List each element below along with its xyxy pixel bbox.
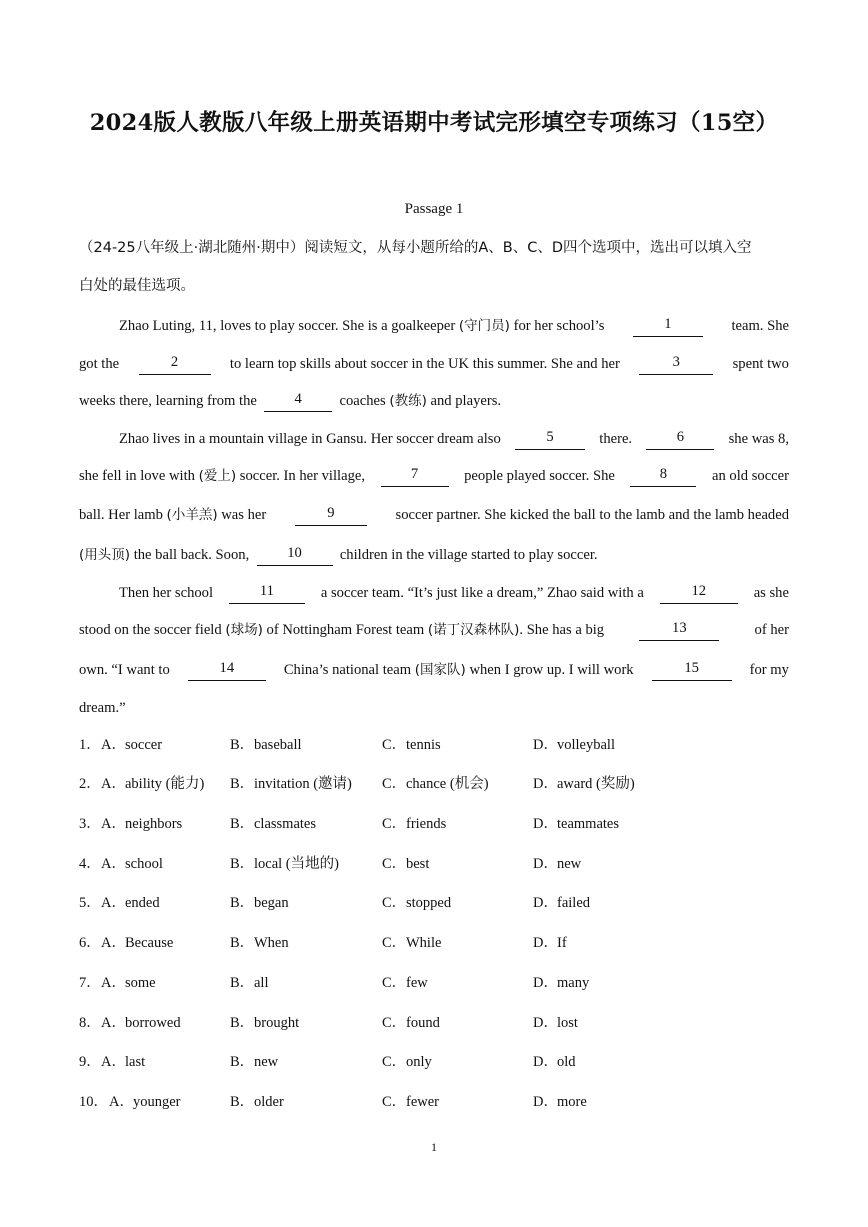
option-letter: B． — [230, 975, 255, 991]
option-text: soccer — [125, 737, 163, 753]
option-letter: D． — [533, 1054, 558, 1070]
blank-15[interactable]: 15 — [652, 659, 732, 681]
option-letter: C． — [382, 1015, 407, 1031]
question-number: 3． — [79, 816, 101, 832]
option-d[interactable] — [533, 734, 615, 756]
option-text: last — [125, 1054, 146, 1070]
option-text: classmates — [254, 816, 317, 832]
option-text: few — [406, 975, 428, 991]
instructions — [79, 229, 791, 305]
option-c[interactable] — [382, 972, 428, 994]
option-text: tennis — [406, 737, 441, 753]
option-letter: D． — [533, 1015, 558, 1031]
option-text: all — [254, 975, 269, 991]
option-a[interactable] — [101, 813, 182, 835]
option-text: chance (机会) — [406, 776, 489, 792]
option-c[interactable] — [382, 773, 489, 795]
option-text: old — [557, 1054, 576, 1070]
option-letter: B． — [230, 816, 255, 832]
option-c[interactable] — [382, 853, 429, 875]
option-d[interactable] — [533, 853, 581, 875]
question-row — [79, 932, 779, 954]
option-b[interactable] — [230, 1051, 278, 1073]
option-a[interactable] — [101, 1012, 181, 1034]
option-a[interactable] — [101, 853, 163, 875]
instructions-line-2: 白处的最佳选项。 — [79, 278, 195, 294]
option-text: If — [557, 935, 567, 951]
option-letter: A． — [109, 1094, 134, 1110]
option-text: friends — [406, 816, 447, 832]
option-d[interactable] — [533, 972, 589, 994]
passage-line: Then her school 11 a soccer team. “It’s just like a dream,” Zhao said with a 12 as she — [119, 582, 789, 604]
option-letter: C． — [382, 816, 407, 832]
option-a[interactable] — [101, 892, 160, 914]
option-letter: B． — [230, 1094, 255, 1110]
option-letter: C． — [382, 935, 407, 951]
blank-8[interactable]: 8 — [630, 465, 696, 487]
option-text: some — [125, 975, 156, 991]
question-number: 10． — [79, 1094, 108, 1110]
question-row — [79, 1012, 779, 1034]
question-number: 5． — [79, 895, 101, 911]
option-letter: B． — [230, 1015, 255, 1031]
blank-2[interactable]: 2 — [139, 353, 211, 375]
option-d[interactable] — [533, 773, 635, 795]
option-text: ended — [125, 895, 160, 911]
page-title: 2024版人教版八年级上册英语期中考试完形填空专项练习（15空） — [89, 110, 779, 136]
option-d[interactable] — [533, 1012, 578, 1034]
option-a[interactable] — [109, 1091, 181, 1113]
option-letter: C． — [382, 776, 407, 792]
option-letter: B． — [230, 935, 255, 951]
passage-line: Zhao Luting, 11, loves to play soccer. She is a goalkeeper (守门员) for her school’s 1 team. She — [119, 315, 789, 337]
blank-4[interactable]: 4 — [264, 390, 332, 412]
option-letter: B． — [230, 856, 255, 872]
option-d[interactable] — [533, 813, 619, 835]
question-row — [79, 813, 779, 835]
blank-12[interactable]: 12 — [660, 582, 738, 604]
option-c[interactable] — [382, 813, 446, 835]
blank-7[interactable]: 7 — [381, 465, 449, 487]
option-a[interactable] — [101, 734, 162, 756]
option-letter: A． — [101, 935, 126, 951]
passage-line: Zhao lives in a mountain village in Gansu. Her soccer dream also 5 there. 6 she was 8, — [119, 428, 789, 450]
option-b[interactable] — [230, 813, 316, 835]
option-b[interactable] — [230, 734, 302, 756]
option-text: borrowed — [125, 1015, 181, 1031]
blank-13[interactable]: 13 — [639, 619, 719, 641]
option-d[interactable] — [533, 892, 590, 914]
page-number: 1 — [431, 1140, 437, 1154]
passage-line: own. “I want to 14 China’s national team (国家队) when I grow up. I will work 15 for my — [79, 659, 789, 681]
option-text: many — [557, 975, 590, 991]
option-d[interactable] — [533, 1051, 576, 1073]
option-letter: D． — [533, 737, 558, 753]
option-letter: B． — [230, 737, 255, 753]
option-letter: B． — [230, 895, 255, 911]
option-letter: C． — [382, 1054, 407, 1070]
option-letter: D． — [533, 935, 558, 951]
option-text: volleyball — [557, 737, 615, 753]
blank-9[interactable]: 9 — [295, 504, 367, 526]
option-letter: D． — [533, 816, 558, 832]
option-text: ability (能力) — [125, 776, 205, 792]
question-number: 8． — [79, 1015, 101, 1031]
option-letter: A． — [101, 1054, 126, 1070]
option-letter: C． — [382, 856, 407, 872]
option-text: teammates — [557, 816, 620, 832]
passage-line: (用头顶) the ball back. Soon, 10 children in the village started to play soccer. — [79, 544, 789, 566]
question-row — [79, 853, 779, 875]
option-b[interactable] — [230, 892, 289, 914]
option-a[interactable] — [101, 773, 204, 795]
option-c[interactable] — [382, 932, 441, 954]
question-number: 4． — [79, 856, 101, 872]
option-letter: C． — [382, 737, 407, 753]
option-b[interactable] — [230, 1091, 284, 1113]
option-text: older — [254, 1094, 284, 1110]
option-text: local (当地的) — [254, 856, 339, 872]
option-text: When — [254, 935, 289, 951]
option-letter: A． — [101, 895, 126, 911]
passage-line: got the 2 to learn top skills about soccer in the UK this summer. She and her 3 spent two — [79, 353, 789, 375]
option-text: While — [406, 935, 442, 951]
option-letter: D． — [533, 1094, 558, 1110]
option-letter: D． — [533, 776, 558, 792]
passage-line: she fell in love with (爱上) soccer. In her village, 7 people played soccer. She 8 an old soccer — [79, 465, 789, 487]
option-letter: B． — [230, 1054, 255, 1070]
option-text: began — [254, 895, 289, 911]
question-row — [79, 734, 779, 756]
option-text: best — [406, 856, 430, 872]
instructions-line-1: （24-25八年级上·湖北随州·期中）阅读短文，从每小题所给的A、B、C、D四个选项中，选出可以填入空 — [79, 240, 752, 256]
blank-3[interactable]: 3 — [639, 353, 713, 375]
option-letter: A． — [101, 776, 126, 792]
option-c[interactable] — [382, 1012, 440, 1034]
option-d[interactable] — [533, 932, 567, 954]
blank-5[interactable]: 5 — [515, 428, 585, 450]
option-text: new — [557, 856, 582, 872]
option-letter: C． — [382, 1094, 407, 1110]
question-number: 2． — [79, 776, 101, 792]
option-letter: A． — [101, 975, 126, 991]
option-text: only — [406, 1054, 432, 1070]
option-text: neighbors — [125, 816, 183, 832]
option-letter: A． — [101, 737, 126, 753]
option-letter: D． — [533, 975, 558, 991]
option-c[interactable] — [382, 1091, 439, 1113]
option-text: baseball — [254, 737, 302, 753]
option-text: lost — [557, 1015, 578, 1031]
question-number: 1． — [79, 737, 101, 753]
option-a[interactable] — [101, 1051, 145, 1073]
question-row — [79, 892, 779, 914]
question-row — [79, 972, 779, 994]
question-row — [79, 773, 779, 795]
option-text: school — [125, 856, 163, 872]
option-c[interactable] — [382, 734, 441, 756]
option-a[interactable] — [101, 932, 173, 954]
blank-11[interactable]: 11 — [229, 582, 305, 604]
option-text: invitation (邀请) — [254, 776, 352, 792]
option-b[interactable] — [230, 1012, 299, 1034]
option-text: brought — [254, 1015, 300, 1031]
option-b[interactable] — [230, 773, 352, 795]
option-text: Because — [125, 935, 174, 951]
question-row — [79, 1091, 779, 1113]
passage-line: weeks there, learning from the 4 coaches (教练) and players. — [79, 390, 789, 412]
question-number: 9． — [79, 1054, 101, 1070]
passage-line: ball. Her lamb (小羊羔) was her 9 soccer partner. She kicked the ball to the lamb and the lamb headed — [79, 504, 789, 526]
option-text: fewer — [406, 1094, 440, 1110]
passage-line: stood on the soccer field (球场) of Nottingham Forest team (诺丁汉森林队). She has a big 13 of her — [79, 619, 789, 641]
blank-10[interactable]: 10 — [257, 544, 333, 566]
option-letter: C． — [382, 975, 407, 991]
option-c[interactable] — [382, 892, 451, 914]
option-letter: C． — [382, 895, 407, 911]
option-d[interactable] — [533, 1091, 587, 1113]
option-text: new — [254, 1054, 279, 1070]
option-letter: B． — [230, 776, 255, 792]
option-text: more — [557, 1094, 587, 1110]
option-letter: D． — [533, 895, 558, 911]
option-text: stopped — [406, 895, 452, 911]
option-a[interactable] — [101, 972, 156, 994]
option-text: younger — [133, 1094, 181, 1110]
blank-6[interactable]: 6 — [646, 428, 714, 450]
option-text: failed — [557, 895, 591, 911]
question-row — [79, 1051, 779, 1073]
blank-14[interactable]: 14 — [188, 659, 266, 681]
option-letter: A． — [101, 816, 126, 832]
question-number: 7． — [79, 975, 101, 991]
option-letter: A． — [101, 856, 126, 872]
option-b[interactable] — [230, 853, 339, 875]
option-b[interactable] — [230, 972, 269, 994]
question-number: 6． — [79, 935, 101, 951]
option-text: found — [406, 1015, 440, 1031]
option-b[interactable] — [230, 932, 289, 954]
option-text: award (奖励) — [557, 776, 635, 792]
passage-line: dream.” — [79, 700, 126, 716]
option-letter: D． — [533, 856, 558, 872]
blank-1[interactable]: 1 — [633, 315, 703, 337]
passage-label: Passage 1 — [404, 201, 464, 217]
option-letter: A． — [101, 1015, 126, 1031]
option-c[interactable] — [382, 1051, 432, 1073]
